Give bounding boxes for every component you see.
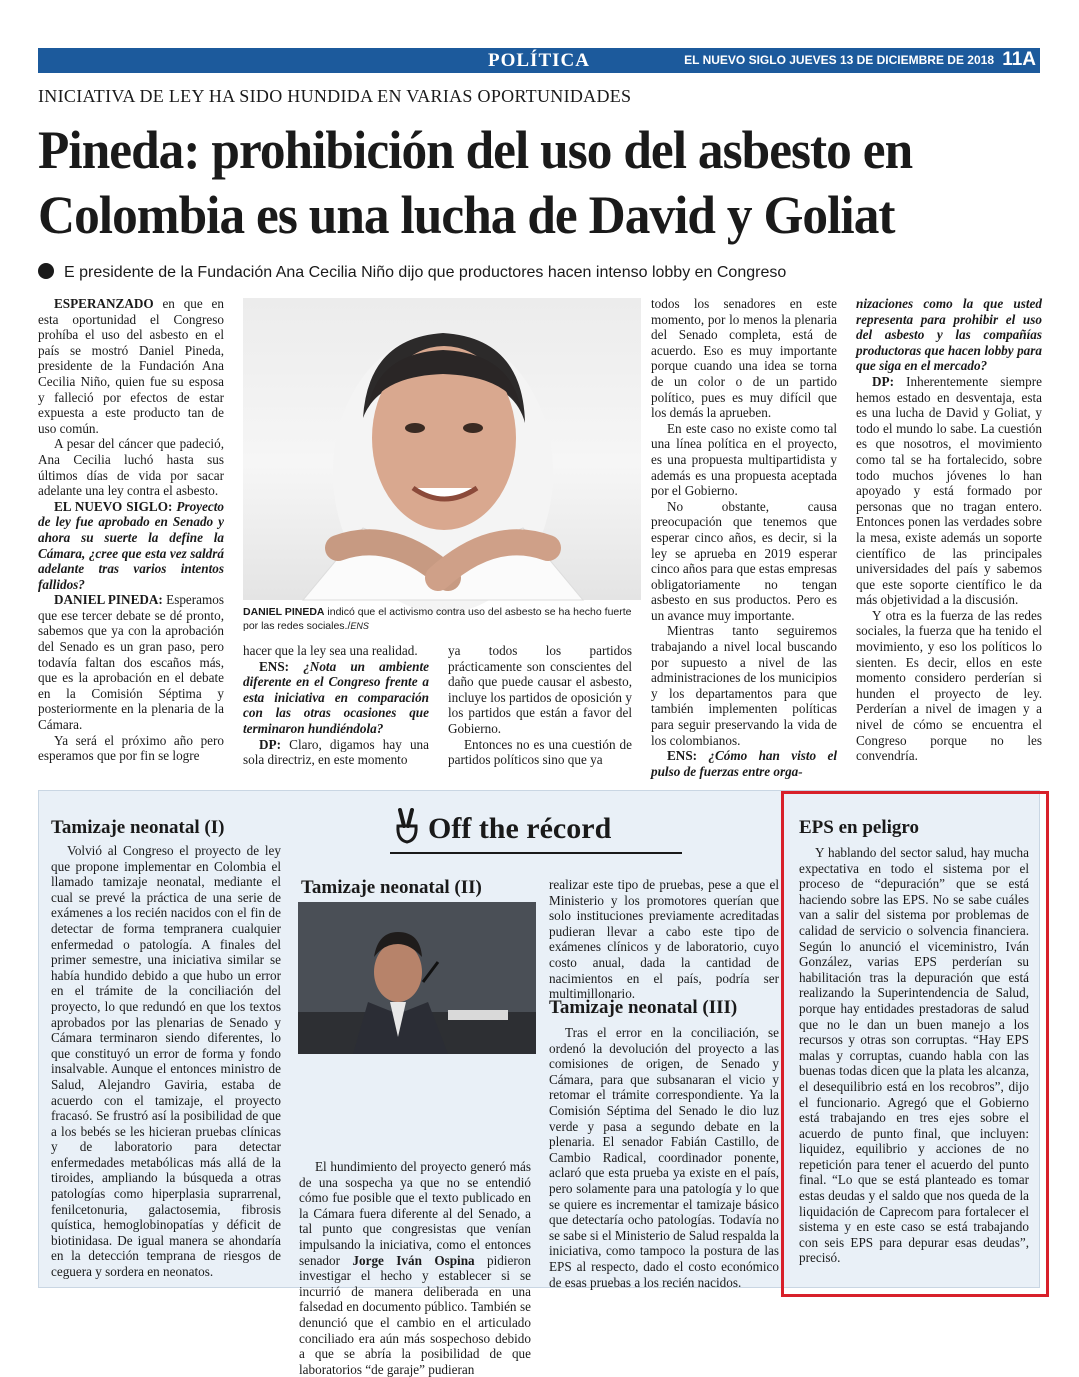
off-the-record-title [392, 808, 611, 846]
answer-text: Esperamos que ese tercer debate se dé pronto, sabemos que ya con la aprobación del Senado es un gran paso, pero todavía faltan dos escaños más, que es la aprobación en el debate en la Comisión Séptima y posteriormente en la plenaria de la Cámara. [38, 592, 224, 733]
person-name: Jorge Iván Ospina [352, 1252, 475, 1268]
article-column-2 [243, 643, 429, 768]
box-text-tamizaje-1 [51, 843, 281, 1280]
section-name: POLÍTICA [488, 50, 590, 71]
paragraph: hacer que la ley sea una realidad. [243, 643, 418, 658]
answer-text: Inherentemente siempre hemos estado en desventaja, esta es una lucha de David y Goliat, y todo el mundo lo sabe. La cuestión es que nosotros, el movimiento como tal se ha fortalecido, sobre todo muchos jóvenes lo han apoyado y está formado por personas que no tragan entero. Entonces ponen las verdades sobre la mesa, existe además un soporte científico de las principales universidades del país y sabemos que este soporte científico le da más objetividad a la discusión. [856, 373, 1042, 608]
question-text: ¿Nota un ambiente diferente en el Congreso frente a esta iniciativa en comparación con las otras ocasiones que terminaron hundiéndola? [243, 658, 429, 736]
paragraph-part: El hundimiento del proyecto generó más de una sospecha ya que no se entendió cómo fue posible que el texto publicado en la Cámara fuera diferente al del Senado, a tal punto que congresistas que venían impulsando la iniciativa, como el entonces senador [299, 1159, 531, 1268]
box-text-tamizaje-2 [299, 1159, 531, 1377]
paragraph: En este caso no existe como tal una línea política en el proyecto, es una propuesta multipartidista y además es una propuesta aceptada por el Gobierno. [651, 420, 837, 499]
paragraph: A pesar del cáncer que padeció, Ana Cecilia luchó hasta sus últimos días de vida por sacar adelante una ley contra el asbesto. [38, 436, 224, 499]
paragraph: Entonces no es una cuestión de partidos políticos sino que ya [448, 736, 632, 768]
article-kicker: INICIATIVA DE LEY HA SIDO HUNDIDA EN VARIAS OPORTUNIDADES [38, 86, 632, 106]
box-title-tamizaje-1: Tamizaje neonatal (I) [51, 817, 225, 838]
article-column-1 [38, 296, 224, 764]
caption-text: indicó que el activismo contra uso del asbesto se ha hecho fuerte por las redes sociales./ [243, 606, 632, 632]
subhead-text: E presidente de la Fundación Ana Cecilia Niño dijo que productores hacen intenso lobby en Congreso [64, 264, 787, 281]
article-column-3 [448, 643, 632, 768]
box-title-tamizaje-3: Tamizaje neonatal (III) [549, 997, 738, 1018]
paragraph: Ya será el próximo año pero esperamos que por fin se logre [38, 732, 224, 764]
bullet-icon [38, 263, 54, 279]
interviewee-label: DANIEL PINEDA: [54, 592, 163, 608]
paragraph: ya todos los partidos prácticamente son conscientes del daño que puede causar el asbesto, incluye los partidos de oposición y los partidos que están a favor del Gobierno. [448, 643, 632, 736]
page-number: 11A [1002, 49, 1036, 70]
paragraph: Tras el error en la conciliación, se ordenó la devolución del proyecto a las comisiones de origen, de Senado y Cámara, para que subsanaran el vicio y retomar el trámite correspondiente. Ya la Comisión Séptima del Senado le dio luz verde y pasa a segundo debate en la plenaria. El senador Fabián Castillo, de Cambio Radical, coordinador ponente, aclaró que esta prueba ya existe en el país, pero solamente para una patología y lo que se quiere es incrementar el tamizaje básico que detectaría ocho patologías. Todavía no se sabe si el Ministerio de Salud respalda la iniciativa, como tampoco la postura de las EPS al respecto, dado el costo económico de esas pruebas a los recién nacidos. [549, 1025, 779, 1290]
section-title-text: Off the récord [428, 812, 612, 845]
paragraph: realizar este tipo de pruebas, pese a que el Ministerio y los promotores querían que solo instituciones previamente acreditadas pudieran llevar a cabo este tipo de exámenes clínicos y de laboratorio, cuyo costo anual, dada la cantidad de nacimientos en el país, podría ser multimillonario. [549, 877, 779, 1002]
box-text-tamizaje-2-cont [549, 877, 779, 1002]
caption-credit: ENS [350, 621, 369, 631]
portrait-illustration [243, 298, 641, 600]
answer-text: Claro, digamos hay una sola directriz, en este momento [243, 736, 429, 768]
paragraph-part: pidieron investigar el hecho y establecer si se incurrió de manera deliberada en una falsedad en documento público. También se denunció que el cambio en el articulado conciliado era aún más sospechoso debido a que se abría la posibilidad de que laboratorios “de garaje” pudieran [299, 1252, 531, 1377]
paper-date: EL NUEVO SIGLO JUEVES 13 DE DICIEMBRE DE 2018 [684, 53, 994, 67]
box-title-eps: EPS en peligro [799, 817, 919, 838]
interviewee-label: DP: [259, 736, 281, 752]
jorge-ivan-ospina-photo [298, 902, 536, 1054]
question-text: Proyecto de ley fue aprobado en Senado y ahora su suerte la define la Cámara, ¿cree que esta vez saldrá adelante tras varios intentos fallidos? [38, 498, 224, 592]
article-column-4 [651, 296, 837, 779]
paragraph: Y hablando del sector salud, hay mucha expectativa en todo el sistema por el proceso de “depuración” que se está haciendo sobre las EPS. No se sabe cuáles van a salir del sistema por problemas de calidad de servicio o solvencia financiera. Según lo anunció el viceministro, Iván González, varias EPS perderían su habilitación tras la depuración que está realizando la Superintendencia de Salud, porque hay entidades prestadoras de salud que no le dan un buen manejo a los recursos y otras son corruptas. “Hay EPS malas y corruptas, cuando habla con las buenas todas dicen que la plata les alcanza, el desequilibrio está en los recobros”, dijo el funcionario. Agregó que el Gobierno está trabajando en tres ejes sobre el acuerdo de punto final, que incluyen: liquidez, equilibrio y acciones de no repetición para tener el acuerdo del punto final. “Lo que se está planteado es tomar estas deudas y el saldo que nos queda de la liquidación de Caprecom para fortalecer el sistema y en este caso se está trabajando con seis EPS para depurar esas deudas”, precisó. [799, 845, 1029, 1266]
headline-line-2: Colombia es una lucha de David y Goliat [38, 185, 895, 245]
box-title-tamizaje-2: Tamizaje neonatal (II) [301, 877, 482, 898]
section-header-bar [38, 48, 1040, 73]
headline-line-1: Pineda: prohibición del uso del asbesto en [38, 120, 913, 180]
paragraph: No obstante, causa preocupación que tenemos que esperar cinco años, es decir, si la ley se aprueba en 2019 esperar cinco años para que estas empresas obligatoriamente no tengan asbesto en sus productos. Pero es un avance muy importante. [651, 498, 837, 623]
interviewer-label: ENS: [259, 658, 290, 674]
interviewer-label: EL NUEVO SIGLO: [54, 498, 173, 514]
eps-highlight-frame [781, 791, 1049, 1297]
article-headline [38, 118, 998, 248]
lead-word: ESPERANZADO [54, 296, 154, 311]
title-underline [390, 852, 682, 854]
paragraph: Y otra es la fuerza de las redes sociales, la fuerza que ha tenido el movimiento, y eso los políticos lo sienten. Es decir, ellos en este momento considero perderían si hunden el proyecto de ley. Perderían a nivel de imagen y a nivel de cómo se encuentra el Congreso porque no les convendría. [856, 607, 1042, 764]
senate-speaker-illustration [298, 902, 536, 1054]
article-column-5 [856, 296, 1042, 764]
paragraph: todos los senadores en este momento, por lo menos la plenaria del Senado completa, está de acuerdo. Eso es muy importante porque cuando una idea se torna de un color o de un partido político, pues es muy difícil que los demás la aprueben. [651, 296, 837, 421]
daniel-pineda-photo [243, 298, 641, 600]
victory-hand-icon [392, 808, 422, 844]
question-text: ¿Cómo han visto el pulso de fuerzas entre orga- [651, 748, 837, 779]
paragraph: Volvió al Congreso el proyecto de ley que propone implementar en Colombia el llamado tamizaje neonatal, mediante el cual se prevé la práctica de una serie de exámenes a los recién nacidos con el fin de detectar de forma tempranera cualquier enfermedad o patología. A finales del primer semestre, una iniciativa similar se había hundido debido a que hubo un error en el trámite de la conciliación del proyecto, lo que redundó en que los textos aprobados por las plenarias de Senado y Cámara terminaron siendo diferentes, lo que constituyó un error de forma y fondo insalvable. Aunque el entonces ministro de Salud, Alejandro Gaviria, estaba de acuerdo con el tamizaje, el proyecto fracasó. Se frustró así la posibilidad de que a los bebés se les hicieran pruebas clínicas y de laboratorio para detectar enfermedades metabólicas más allá de la tiroides, ampliando la búsqueda a otras patologías como hiperplasia suprarrenal, fenilcetonuria, galactosemia, fibrosis quística, hemoglobinopatías y déficit de biotinidasa. De igual manera se ahondaría en la detección temprana de riesgos de ceguera y sordera en neonatos. [51, 843, 281, 1280]
paragraph: Mientras tanto seguiremos trabajando a nivel local buscando por supuesto a nivel de las administraciones de los municipios y los departamentos para que también implementen políticas para seguir preservando la vida de los colombianos. [651, 623, 837, 748]
caption-name: DANIEL PINEDA [243, 606, 325, 618]
article-subhead [38, 263, 786, 282]
box-text-tamizaje-3 [549, 1025, 779, 1290]
interviewer-label: ENS: [667, 748, 698, 764]
photo-caption [243, 605, 641, 633]
interviewee-label: DP: [872, 373, 894, 389]
question-text: nizaciones como la que usted representa para prohibir el uso del asbesto y las compañías productoras que hacen lobby para que siga en el mercado? [856, 296, 1042, 374]
paragraph: en que en esta oportunidad el Congreso prohíba el uso del asbesto en el país se mostró Daniel Pineda, presidente de la Fundación Ana Cecilia Niño, quien fue su esposa y falleció por efectos de estar expuesta a este producto tan de uso común. [38, 296, 224, 436]
